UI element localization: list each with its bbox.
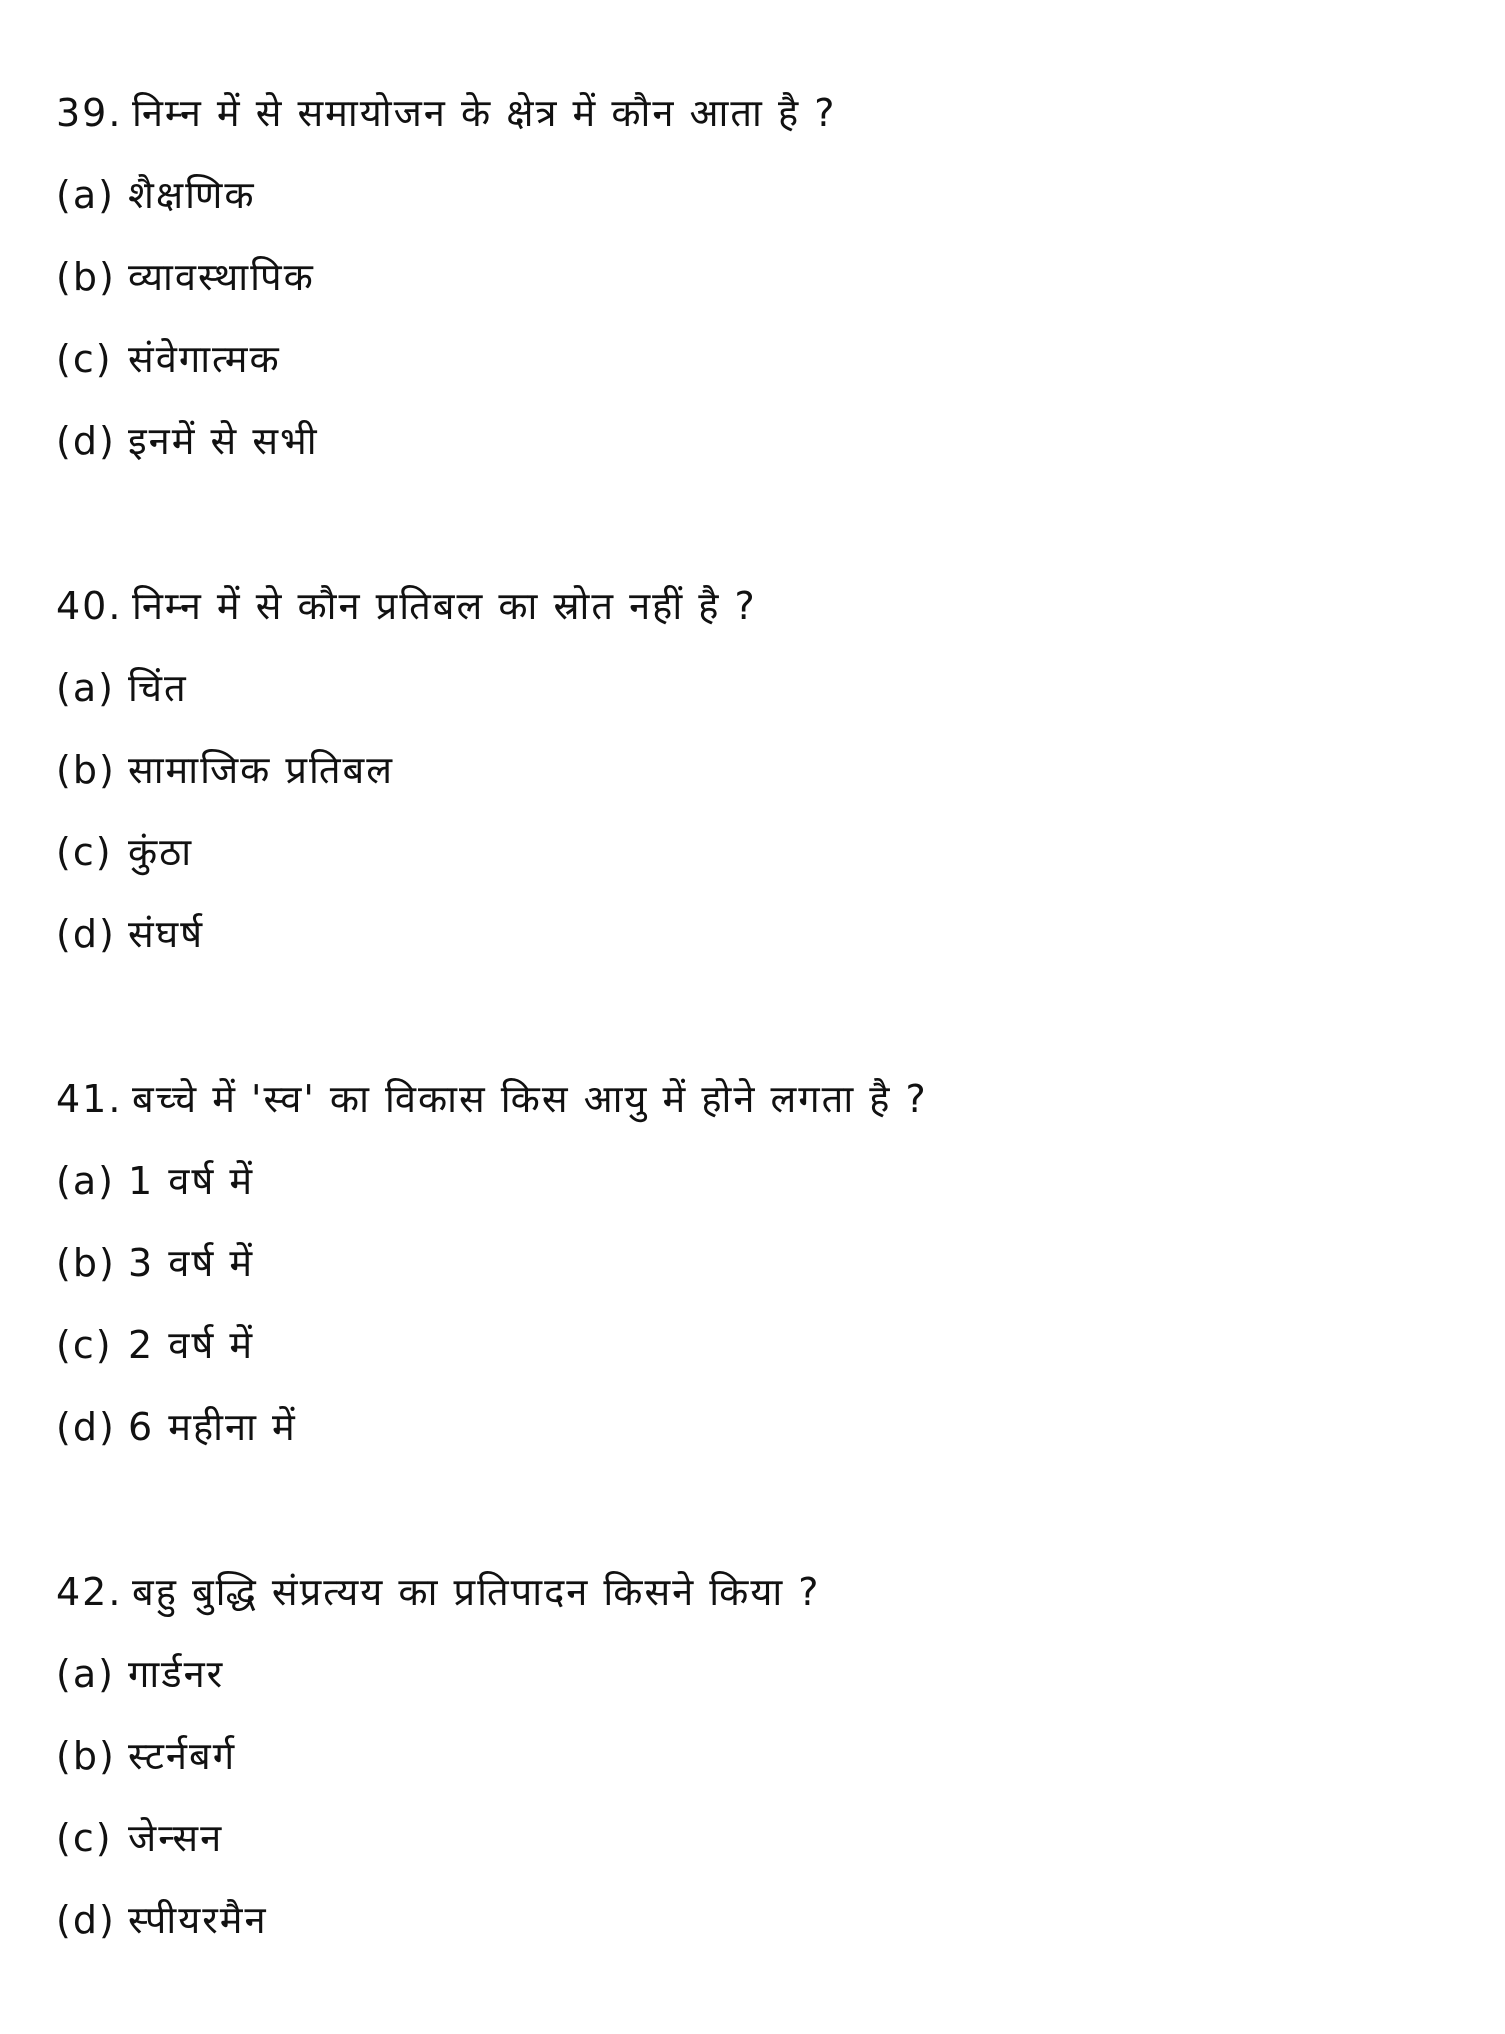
option-a: [56, 1140, 1456, 1222]
option-b: [56, 729, 1456, 811]
option-label: (c): [56, 1323, 113, 1367]
option-c: [56, 811, 1456, 893]
option-text: कुंठा: [128, 830, 194, 874]
option-text: सामाजिक प्रतिबल: [128, 748, 394, 792]
option-label: (b): [56, 1734, 116, 1778]
option-text: शैक्षणिक: [128, 173, 256, 217]
option-c: [56, 1304, 1456, 1386]
option-text: स्पीयरमैन: [128, 1898, 268, 1942]
option-text: 1 वर्ष में: [128, 1159, 255, 1203]
option-text: 6 महीना में: [128, 1405, 297, 1449]
option-text: इनमें से सभी: [128, 419, 319, 463]
option-text: जेन्सन: [128, 1816, 224, 1860]
option-a: [56, 1633, 1456, 1715]
option-b: [56, 1222, 1456, 1304]
option-label: (d): [56, 1405, 116, 1449]
option-label: (b): [56, 748, 116, 792]
option-d: [56, 893, 1456, 975]
option-label: (b): [56, 255, 116, 299]
option-c: [56, 1797, 1456, 1879]
option-text: 3 वर्ष में: [128, 1241, 255, 1285]
option-label: (a): [56, 1159, 115, 1203]
option-text: संघर्ष: [128, 912, 205, 956]
question-40: [56, 565, 1456, 975]
option-label: (a): [56, 173, 115, 217]
option-label: (a): [56, 666, 115, 710]
question-text: बच्चे में 'स्व' का विकास किस आयु में होने लगता है ?: [132, 1077, 928, 1121]
option-text: 2 वर्ष में: [128, 1323, 255, 1367]
option-text: चिंत: [128, 666, 188, 710]
option-d: [56, 400, 1456, 482]
question-stem: [56, 1551, 1456, 1633]
option-b: [56, 1715, 1456, 1797]
question-39: [56, 72, 1456, 482]
question-text: बहु बुद्धि संप्रत्यय का प्रतिपादन किसने किया ?: [132, 1570, 821, 1614]
option-label: (d): [56, 1898, 116, 1942]
option-text: संवेगात्मक: [128, 337, 281, 381]
option-text: गार्डनर: [128, 1652, 225, 1696]
question-text: निम्न में से समायोजन के क्षेत्र में कौन आता है ?: [132, 91, 837, 135]
option-label: (d): [56, 912, 116, 956]
option-d: [56, 1879, 1456, 1961]
option-label: (b): [56, 1241, 116, 1285]
question-stem: [56, 565, 1456, 647]
question-number: 41.: [56, 1077, 123, 1121]
option-text: स्टर्नबर्ग: [128, 1734, 237, 1778]
option-label: (c): [56, 337, 113, 381]
question-41: [56, 1058, 1456, 1468]
question-number: 39.: [56, 91, 123, 135]
option-a: [56, 154, 1456, 236]
option-label: (c): [56, 1816, 113, 1860]
option-a: [56, 647, 1456, 729]
question-number: 40.: [56, 584, 123, 628]
option-c: [56, 318, 1456, 400]
option-text: व्यावस्थापिक: [128, 255, 315, 299]
option-d: [56, 1386, 1456, 1468]
question-text: निम्न में से कौन प्रतिबल का स्रोत नहीं है ?: [132, 584, 757, 628]
option-label: (c): [56, 830, 113, 874]
question-stem: [56, 1058, 1456, 1140]
question-stem: [56, 72, 1456, 154]
question-number: 42.: [56, 1570, 123, 1614]
question-42: [56, 1551, 1456, 1961]
option-label: (a): [56, 1652, 115, 1696]
option-label: (d): [56, 419, 116, 463]
option-b: [56, 236, 1456, 318]
